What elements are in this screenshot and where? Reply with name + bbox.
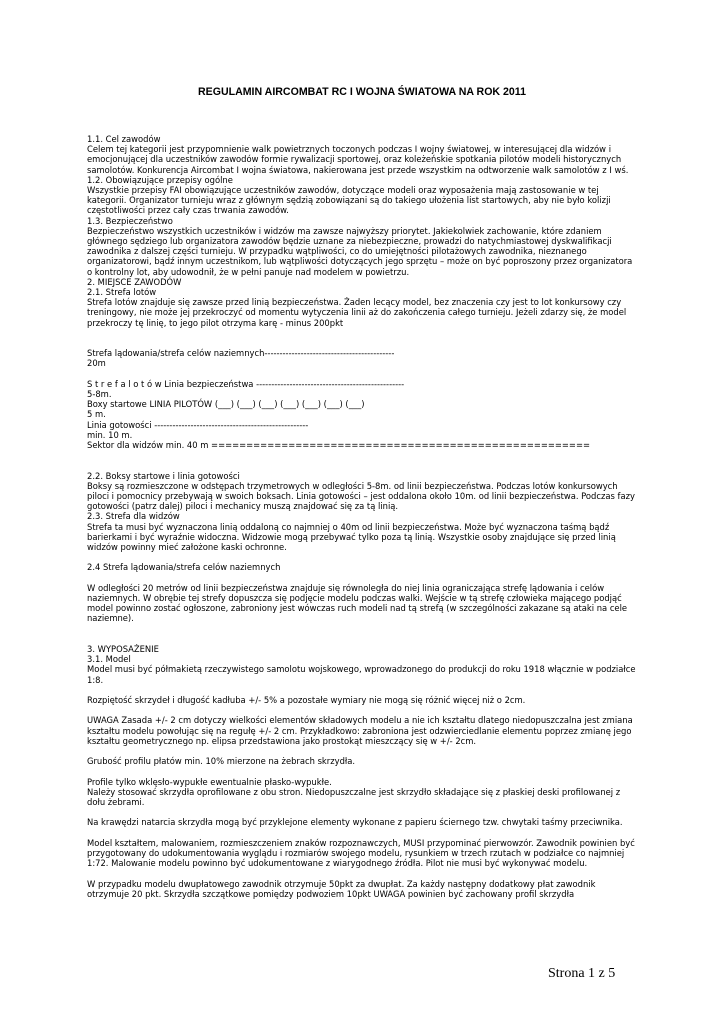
body-paragraph: 2.3. Strefa dla widzów bbox=[87, 511, 180, 522]
blank-line bbox=[87, 766, 639, 776]
body-paragraph: Rozpiętość skrzydeł i długość kadłuba +/- 5% a pozostałe wymiary nie mogą się różnić więcej niż o 2cm. bbox=[87, 695, 526, 706]
blank-line bbox=[87, 685, 639, 695]
body-paragraph: Sektor dla widzów min. 40 m ====================================================== bbox=[87, 440, 590, 451]
body-paragraph: UWAGA Zasada +/- 2 cm dotyczy wielkości elementów składowych modelu a nie ich kształtu dlatego niedopuszczalna jest zmiana kształtu modelu powołując się na regułę +/- 2 cm. Przykładkowo: zabroniona jest odzwierciedlanie elementu poprzez zmianę jego kształtu geometrycznego np. elipsa przedstawiona jako prostokąt mieszczący się w +/- 2cm. bbox=[87, 715, 633, 746]
body-paragraph: Celem tej kategorii jest przypomnienie walk powietrznych toczonych podczas I wojny światowej, w interesującej dla widzów i emocjonującej dla uczestników zawodów formie rywalizacji sportowej, oraz koleżeńskie spotkania pilotów modeli historycznych samolotów. Konkurencja Aircombat I wojna światowa, nakierowana jest przede wszystkim na odtworzenie walk samolotów z I wś. bbox=[87, 144, 629, 175]
body-paragraph: Model musi być półmakietą rzeczywistego samolotu wojskowego, wprowadzonego do produkcji do roku 1918 włącznie w podziałce 1:8. bbox=[87, 664, 636, 685]
body-paragraph: 3.1. Model bbox=[87, 654, 131, 665]
body-paragraph: 2. MIEJSCE ZAWODÓW bbox=[87, 276, 182, 287]
blank-line bbox=[87, 369, 639, 379]
body-paragraph: 2.4 Strefa lądowania/strefa celów naziemnych bbox=[87, 562, 281, 573]
body-paragraph: 5 m. bbox=[87, 409, 106, 420]
body-paragraph: S t r e f a l o t ó w Linia bezpieczeństwa ------------------------------------------------- bbox=[87, 378, 405, 389]
page-number: Strona 1 z 5 bbox=[548, 966, 616, 981]
body-paragraph: Boxy startowe LINIA PILOTÓW (___) (___) (___) (___) (___) (___) (___) bbox=[87, 399, 365, 410]
blank-line bbox=[87, 573, 639, 583]
body-paragraph: Strefa lądowania/strefa celów naziemnych------------------------------------------- bbox=[87, 348, 395, 359]
document-title: REGULAMIN AIRCOMBAT RC I WOJNA ŚWIATOWA NA ROK 2011 bbox=[197, 86, 527, 98]
body-paragraph: 2.1. Strefa lotów bbox=[87, 287, 157, 298]
body-paragraph: Grubość profilu płatów min. 10% mierzone na żebrach skrzydła. bbox=[87, 756, 356, 767]
blank-line bbox=[87, 634, 639, 644]
body-paragraph: Bezpieczeństwo wszystkich uczestników i widzów ma zawsze najwyższy priorytet. Jakiekolwiek zachowanie, które zdaniem głównego sędziego lub organizatora zawodów będzie uznane za niebezpieczne, prowadzi do natychmiastowej dyskwalifikacji zawodnika z dalszej części turnieju. W przypadku wątpliwości, co do umiejętności pilotażowych zawodnika, nieznanego organizatorowi, bądź innym uczestnikom, lub wątpliwości dotyczących jego sprzętu – może on być poproszony przez organizatora o kontrolny lot, aby udowodnił, że w pełni panuje nad modelem w powietrzu. bbox=[87, 225, 633, 277]
blank-line bbox=[87, 705, 639, 715]
body-paragraph: 20m bbox=[87, 358, 106, 369]
body-paragraph: Strefa lotów znajduje się zawsze przed linią bezpieczeństwa. Żaden lecący model, bez znaczenia czy jest to lot konkursowy czy treningowy, nie może jej przekroczyć od momentu wytyczenia linii aż do zakończenia całego turnieju. Jeżeli zdarzy się, że model przekroczy tę linię, to jego pilot otrzyma karę - minus 200pkt bbox=[87, 297, 627, 328]
body-paragraph: 3. WYPOSAŻENIE bbox=[87, 644, 159, 655]
body-paragraph: 5-8m. bbox=[87, 389, 112, 400]
body-paragraph: Boksy są rozmieszczone w odstępach trzymetrowych w odległości 5-8m. od linii bezpieczeństwa. Podczas lotów konkursowych piloci i pomocnicy przebywają w swoich boksach. Linia gotowości – jest oddalona około 10m. od linii bezpieczeństwa. Podczas fazy gotowości (patrz dalej) piloci i mechanicy muszą znajdować się za tą linią. bbox=[87, 480, 635, 512]
body-paragraph: Profile tylko wklęsło-wypukłe ewentualnie płasko-wypukłe. bbox=[87, 776, 332, 787]
body-paragraph: Model kształtem, malowaniem, rozmieszczeniem znaków rozpoznawczych, MUSI przypominać pierwowzór. Zawodnik powinien być przygotowany do udokumentowania wyglądu i rozmiarów swojego modelu, rysunkiem w trzech rzutach w podziałce co najmniej 1:72. Malowanie modelu powinno być udokumentowane z wiarygodnego źródła. Pilot nie musi być wykonywać modelu. bbox=[87, 837, 635, 869]
document-body bbox=[87, 134, 639, 899]
body-paragraph: Linia gotowości --------------------------------------------------- bbox=[87, 419, 309, 430]
blank-line bbox=[87, 807, 639, 817]
blank-line bbox=[87, 746, 639, 756]
blank-line bbox=[87, 868, 639, 878]
body-paragraph: 1.2. Obowiązujące przepisy ogólne bbox=[87, 174, 233, 185]
blank-line bbox=[87, 552, 639, 562]
blank-line bbox=[87, 460, 639, 470]
body-paragraph: Na krawędzi natarcia skrzydła mogą być przyklejone elementy wykonane z papieru ściernego tzw. chwytaki taśmy przeciwnika. bbox=[87, 817, 623, 828]
body-paragraph: 2.2. Boksy startowe i linia gotowości bbox=[87, 470, 240, 481]
body-paragraph: 1.3. Bezpieczeństwo bbox=[87, 215, 173, 226]
body-paragraph: min. 10 m. bbox=[87, 429, 133, 440]
blank-line bbox=[87, 338, 639, 348]
body-paragraph: W przypadku modelu dwupłatowego zawodnik otrzymuje 50pkt za dwupłat. Za każdy następny dodatkowy płat zawodnik otrzymuje 20 pkt. Skrzydła szczątkowe pomiędzy podwoziem 10pkt UWAGA powinien być zachowany profil skrzydła bbox=[87, 878, 596, 899]
body-paragraph: Należy stosować skrzydła oprofilowane z obu stron. Niedopuszczalne jest skrzydło składające się z płaskiej deski profilowanej z dołu żebrami. bbox=[87, 786, 621, 807]
blank-line bbox=[87, 328, 639, 338]
body-paragraph: W odległości 20 metrów od linii bezpieczeństwa znajduje się równoległa do niej linia ograniczająca strefę lądowania i celów naziemnych. W obrębie tej strefy dopuszcza się podjęcie modelu podczas walki. Wejście w tą strefę człowieka mającego podjąć model powinno zostać ogłoszone, zabroniony jest wówczas ruch modeli nad tą strefą (w szczególności zakazane są ataki na cele naziemne). bbox=[87, 582, 628, 624]
body-paragraph: 1.1. Cel zawodów bbox=[87, 134, 161, 144]
body-paragraph: Strefa ta musi być wyznaczona linią oddaloną co najmniej o 40m od linii bezpieczeństwa. Może być wyznaczona taśmą bądź barierkami i być wyraźnie widoczna. Widzowie mogą przebywać tylko poza tą linią. Wszystkie osoby znajdujące się przed linią widzów powinny mieć założone kaski ochronne. bbox=[87, 521, 616, 553]
blank-line bbox=[87, 828, 639, 838]
blank-line bbox=[87, 450, 639, 460]
body-paragraph: Wszystkie przepisy FAI obowiązujące uczestników zawodów, dotyczące modeli oraz wyposażenia mają zastosowanie w tej kategorii. Organizator turnieju wraz z głównym sędzią zobowiązani są do takiego ułożenia list startowych, aby nie było kolizji częstotliwości przez cały czas trwania zawodów. bbox=[87, 185, 611, 216]
blank-line bbox=[87, 624, 639, 634]
